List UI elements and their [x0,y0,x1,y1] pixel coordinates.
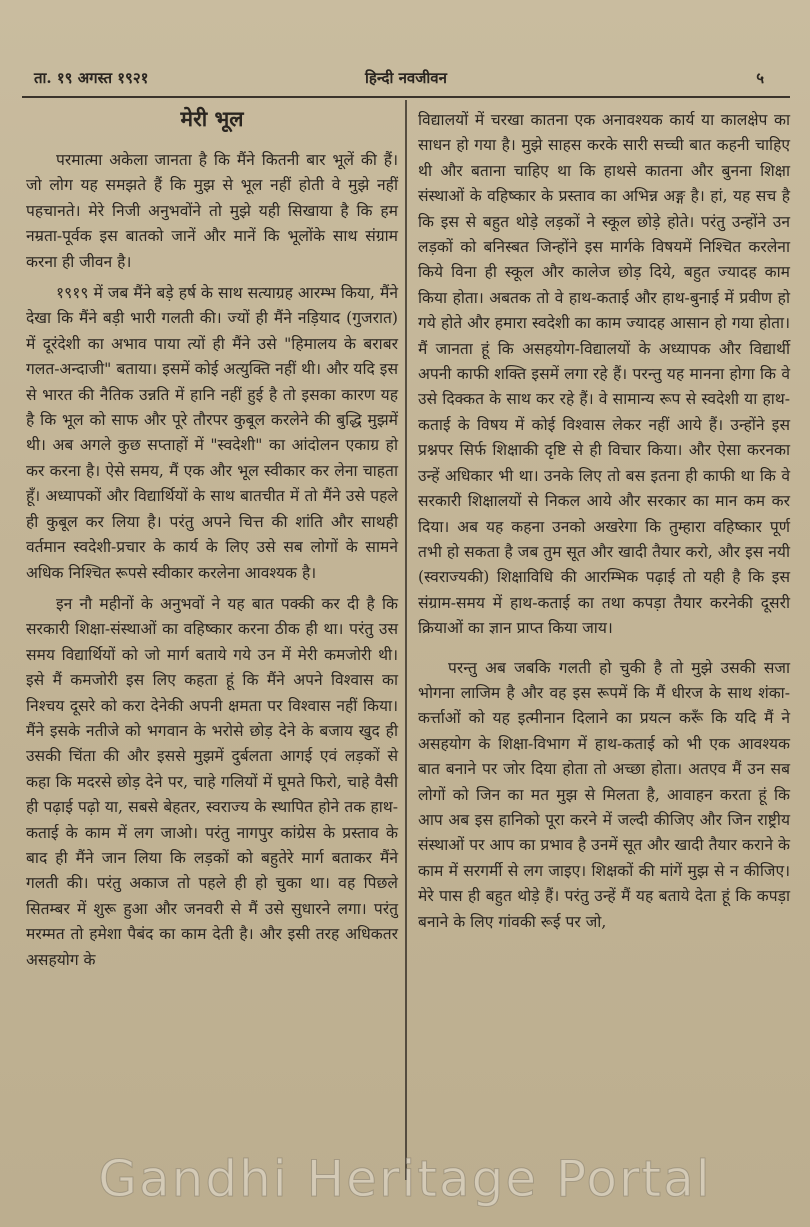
issue-date: ता. १९ अगस्त १९२१ [34,69,149,87]
paragraph: विद्यालयों में चरखा कातना एक अनावश्यक कार्य या कालक्षेप का साधन हो गया है। मुझे साहस करके सारी सच्ची बात कहनी चाहिए थी और बताना चाहिए था कि हाथसे कातना और बुनना शिक्षा संस्थाओं के वहिष्कार के प्रस्ताव का अभिन्न अङ्ग है। हां, यह सच है कि इस से बहुत थोड़े लड़कों ने स्कूल छोड़े होते। परंतु उन्होंने उन लड़कों को बनिस्बत जिन्होंने इस मार्गके विषयमें निश्चित करलेना किये विना ही स्कूल और कालेज छोड़ दिये, बहुत ज्यादह काम किया होता। अबतक तो वे हाथ-कताई और हाथ-बुनाई में प्रवीण हो गये होते और हमारा स्वदेशी का काम ज्यादह आसान हो गया होता। मैं जानता हूं कि असहयोग-विद्यालयों के अध्यापक और विद्यार्थी अपनी काफी शक्ति इसमें लगा रहे हैं। परन्तु यह मानना होगा कि वे उसे दिक्कत के साथ कर रहे हैं। वे सामान्य रूप से स्वदेशी या हाथ-कताई के विषय में कोई विश्वास लेकर नहीं आये हैं। उन्होंने इस प्रश्नपर सिर्फ शिक्षाकी दृष्टि से ही विचार किया। और ऐसा करनका उन्हें अधिकार भी था। उनके लिए तो बस इतना ही काफी था कि वे सरकारी शिक्षालयों से निकल आये और सरकार का मान कम कर दिया। अब यह कहना उनको अखरेगा कि तुम्हारा वहिष्कार पूर्ण तभी हो सकता है जब तुम सूत और खादी तैयार करो, और इस नयी (स्वराज्यकी) शिक्षाविधि की आरम्भिक पढ़ाई तो यही है कि इस संग्राम-समय में हाथ-कताई का तथा कपड़ा तैयार करनेकी दूसरी क्रियाओं का ज्ञान प्राप्त किया जाय। [418,111,790,638]
publication-title: हिन्दी नवजीवन [365,69,447,87]
page-header [22,60,790,98]
paragraph: परन्तु अब जबकि गलती हो चुकी है तो मुझे उसकी सजा भोगना लाजिम है और वह इस रूपमें कि मैं धीरज के साथ शंका-कर्त्ताओं को यह इत्मीनान दिलाने का प्रयत्न करूँ कि यदि मैं ने असहयोग के शिक्षा-विभाग में हाथ-कताई को भी एक आवश्यक बात बनाने पर जोर दिया होता तो अच्छा होता। अतएव मैं उन सब लोगों को जिन का मत मुझ से मिलता है, आवाहन करता हूं कि आप अब इस हानिको पूरा करने में जल्दी कीजिए और जिन राष्ट्रीय संस्थाओं पर आप का प्रभाव है उनमें सूत और खादी तैयार कराने के काम में सरगर्मी से लग जाइए। शिक्षकों की मांगें मुझ से न कीजिए। मेरे पास ही बहुत थोड़े हैं। परंतु उन्हें मैं यह बताये देता हूं कि कपड़ा बनाने के लिए गांवकी रूई पर जो, [418,658,790,931]
right-column [418,108,790,941]
left-column [26,104,398,979]
watermark-text: Gandhi Heritage Portal [98,1150,712,1208]
paragraph: इन नौ महीनों के अनुभवों ने यह बात पक्की कर दी है कि सरकारी शिक्षा-संस्थाओं का वहिष्कार करना ठीक ही था। परंतु उस समय विद्यार्थियों को जो मार्ग बताये गये उन में मेरी कमजोरी थी। इसे मैं कमजोरी इस लिए कहता हूं कि मैंने अपने विश्वास का निश्चय दूसरे को करा देनेकी अपनी क्षमता पर विश्वास नहीं किया। मैंने इसके नतीजे को भगवान के भरोसे छोड़ देने के बजाय खुद ही उसकी चिंता की और इससे मुझमें दुर्बलता आगई एवं लड़कों से कहा कि मदरसे छोड़ देने पर, चाहे गलियों में घूमते फिरो, चाहे वैसी ही पढ़ाई पढ़ो या, सबसे बेहतर, स्वराज्य के स्थापित होने तक हाथ-कताई के काम में लग जाओ। परंतु नागपुर कांग्रेस के प्रस्ताव के बाद ही मैंने जान लिया कि लड़कों को बहुतेरे मार्ग बताकर मैंने गलती की। परंतु अकाज तो पहले ही हो चुका था। वह पिछले सितम्बर में शुरू हुआ और जनवरी से मैं उसे सुधारने लगा। परंतु मरम्मत तो हमेशा पैबंद का काम देती है। और इसी तरह अधिकतर असहयोग के [26,594,398,969]
article-title: मेरी भूल [180,106,244,131]
paragraph: १९१९ में जब मैंने बड़े हर्ष के साथ सत्याग्रह आरम्भ किया, मैंने देखा कि मैंने बड़ी भारी गलती की। ज्यों ही मैंने नड़ियाद (गुजरात) में दूरंदेशी का अभाव पाया त्यों ही मैंने उसे "हिमालय के बराबर गलत-अन्दाजी" बताया। इसमें कोई अत्युक्ति नहीं थी। और यदि इस से भारत की नैतिक उन्नति में हानि नहीं हुई है तो इसका कारण यह है कि भूल को साफ और पूरे तौरपर कुबूल करलेने की बुद्धि मुझमें थी। अब अगले कुछ सप्ताहों में "स्वदेशी" का आंदोलन एकाग्र हो कर करना है। ऐसे समय, मैं एक और भूल स्वीकार कर लेना चाहता हूँ। अध्यापकों और विद्यार्थियों के साथ बातचीत में तो मैंने उसे पहले ही कुबूल कर लिया है। परंतु अपने चित्त की शांति और साथही वर्तमान स्वदेशी-प्रचार के कार्य के लिए उसे सब लोगों के सामने अधिक निश्चित रूपसे स्वीकार करलेना आवश्यक है। [26,284,398,582]
paragraph: परमात्मा अकेला जानता है कि मैंने कितनी बार भूलें की हैं। जो लोग यह समझते हैं कि मुझ से भूल नहीं होती वे मुझे नहीं पहचानते। मेरे निजी अनुभवोंने तो मुझे यही सिखाया है कि हम नम्रता-पूर्वक इस बातको जानें और मानें कि भूलोंके साथ संग्राम करना ही जीवन है। [26,151,398,271]
page-number: ५ [756,69,764,87]
column-divider [405,100,407,1180]
